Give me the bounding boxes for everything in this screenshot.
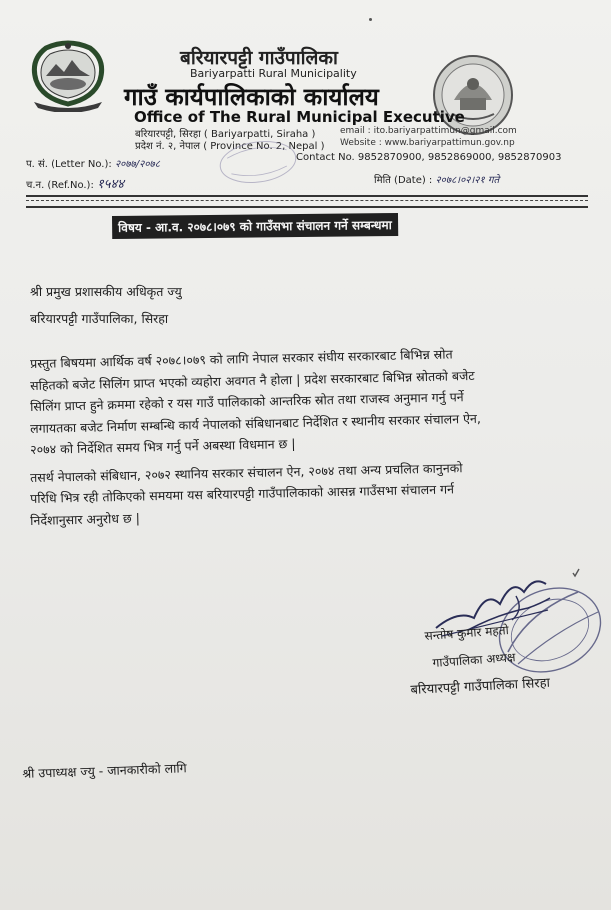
copy-to-line: श्री उपाध्यक्ष ज्यु - जानकारीको लागि [22,760,187,781]
header-divider-bottom [26,206,588,208]
body-line: निर्देशानुसार अनुरोध छ | [30,510,141,528]
header-divider-top [26,195,588,197]
signatory-organization: बरियारपट्टी गाउँपालिका सिरहा [410,675,551,698]
letter-number [26,156,160,170]
body-line: २०७४ को निर्देशित समय भित्र गर्नु पर्ने अबस्था विधमान छ | [30,435,296,457]
body-line: लगायतका बजेट निर्माण सम्बन्धि कार्य नेपालको संबिधानबाट निर्देशित र स्थानीय सरकार संचालन ऐन, [30,410,482,436]
address-line-1: बरियारपट्टी, सिरहा ( Bariyarpatti, Siraha ) [135,129,316,140]
addressee-line-2: बरियारपट्टी गाउँपालिका, सिरहा [30,311,169,326]
paper-speck [369,18,372,21]
website-text: Website : www.bariyarpattimun.gov.np [340,138,515,148]
letter-number-value: २०७७/२०७८ [114,159,160,170]
address-line-2: प्रदेश नं. २, नेपाल ( Province No. 2, Nepal ) [135,141,325,152]
check-mark-icon [572,568,580,578]
municipality-name-nepali: बरियारपट्टी गाउँपालिका [180,47,338,69]
reference-number-label: च.न. (Ref.No.): [26,180,94,191]
addressee-line-1: श्री प्रमुख प्रशासकीय अधिकृत ज्यु [30,284,182,299]
body-line: तसर्थ नेपालको संबिधान, २०७२ स्थानिय सरकार संचालन ऐन, २०७४ तथा अन्य प्रचलित कानुनको [30,460,463,485]
nepal-emblem-icon [28,40,108,112]
office-name-english: Office of The Rural Municipal Executive [134,108,465,126]
date-field [374,172,499,186]
body-line: सहितको बजेट सिलिंग प्राप्त भएको व्यहोरा अवगत नै होला | प्रदेश सरकारबाट बिभिन्न स्रोतको बजेट [30,367,475,393]
body-line: प्रस्तुत बिषयमा आर्थिक वर्ष २०७८।०७९ को लागि नेपाल सरकार संघीय सरकारबाट बिभिन्न स्रोत [30,346,453,371]
contact-numbers: Contact No. 9852870900, 9852869000, 9852870903 [296,152,562,163]
email-text: email : ito.bariyarpattimun@gmail.com [340,126,517,136]
header-divider-dashed [26,200,588,201]
subject-line: विषय - आ.व. २०७८।०७९ को गाउँसभा संचालन गर्ने सम्बन्धमा [112,213,398,239]
faint-stamp-icon [215,135,300,190]
body-line: परिधि भित्र रही तोकिएको समयमा यस बरियारपट्टी गाउँपालिकाको आसन्न गाउँसभा संचालन गर्न [30,481,455,506]
reference-number [26,174,124,192]
reference-number-value: १५४४ [97,177,125,192]
date-value: २०७८।०२।२१ गते [435,175,500,186]
office-name-nepali: गाउँ कार्यपालिकाको कार्यालय [124,83,379,111]
municipality-name-english: Bariyarpatti Rural Municipality [190,67,357,80]
date-label: मिति (Date) : [374,175,433,186]
signatory-name: सन्तोष कुमार महतो [424,623,510,643]
letter-number-label: प. सं. (Letter No.): [26,159,112,170]
signatory-title: गाउँपालिका अध्यक्ष [432,650,516,670]
body-line: सिलिंग प्राप्त हुने क्रममा रहेको र यस गाउँ पालिकाको आन्तरिक स्रोत तथा राजस्व अनुमान गर्नु पर्ने [30,389,464,414]
